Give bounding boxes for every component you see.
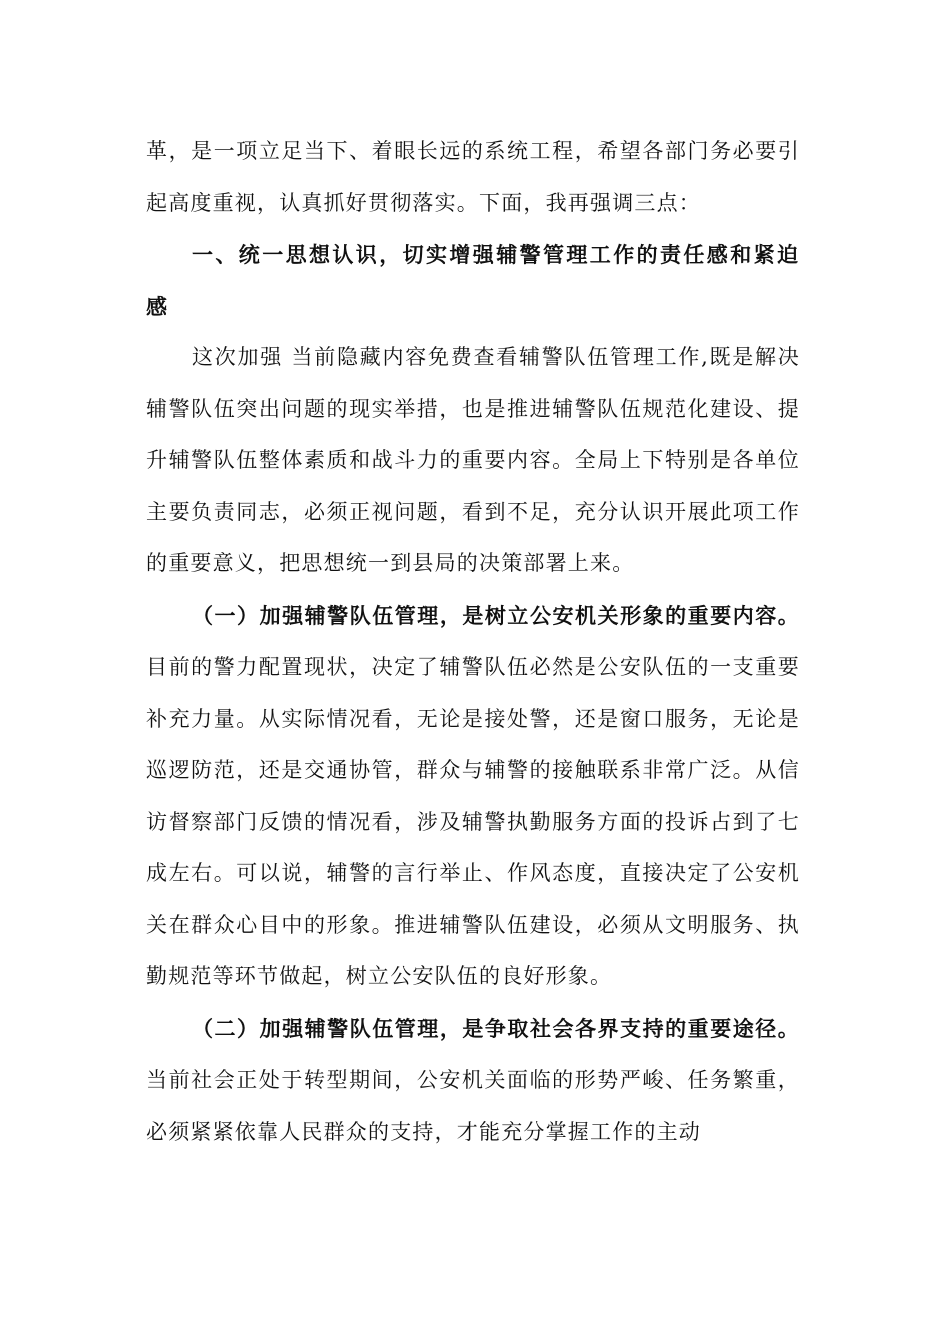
subsection-body-one: 目前的警力配置现状，决定了辅警队伍必然是公安队伍的一支重要补充力量。从实际情况看，无论是接处警，还是窗口服务，无论是巡逻防范，还是交通协管，群众与辅警的接触联系非常广泛。从信访督察部门反馈的情况看，涉及辅警执勤服务方面的投诉占到了七成左右。可以说，辅警的言行举止、作风态度，直接决定了公安机关在群众心目中的形象。推进辅警队伍建设，必须从文明服务、执勤规范等环节做起，树立公安队伍的良好形象。 <box>146 655 800 988</box>
subsection-body-two: 当前社会正处于转型期间，公安机关面临的形势严峻、任务繁重，必须紧紧依靠人民群众的支持，才能充分掌握工作的主动 <box>146 1068 800 1144</box>
subsection-title-two: （二）加强辅警队伍管理，是争取社会各界支持的重要途径。 <box>192 1015 800 1041</box>
paragraph-opening: 革，是一项立足当下、着眼长远的系统工程，希望各部门务必要引起高度重视，认真抓好贯彻落实。下面，我再强调三点： <box>146 139 800 215</box>
paragraph-section-one-intro: 这次加强 当前隐藏内容免费查看辅警队伍管理工作,既是解决辅警队伍突出问题的现实举措，也是推进辅警队伍规范化建设、提升辅警队伍整体素质和战斗力的重要内容。全局上下特别是各单位主要负责同志，必须正视问题，看到不足，充分认识开展此项工作的重要意义，把思想统一到县局的决策部署上来。 <box>146 345 800 575</box>
paragraph-subsection-two <box>146 1003 800 1159</box>
document-body <box>146 126 800 1158</box>
paragraph-subsection-one <box>146 590 800 1003</box>
subsection-title-one: （一）加强辅警队伍管理，是树立公安机关形象的重要内容。 <box>192 602 800 628</box>
section-heading-one: 一、统一思想认识，切实增强辅警管理工作的责任感和紧迫感 <box>146 242 800 319</box>
